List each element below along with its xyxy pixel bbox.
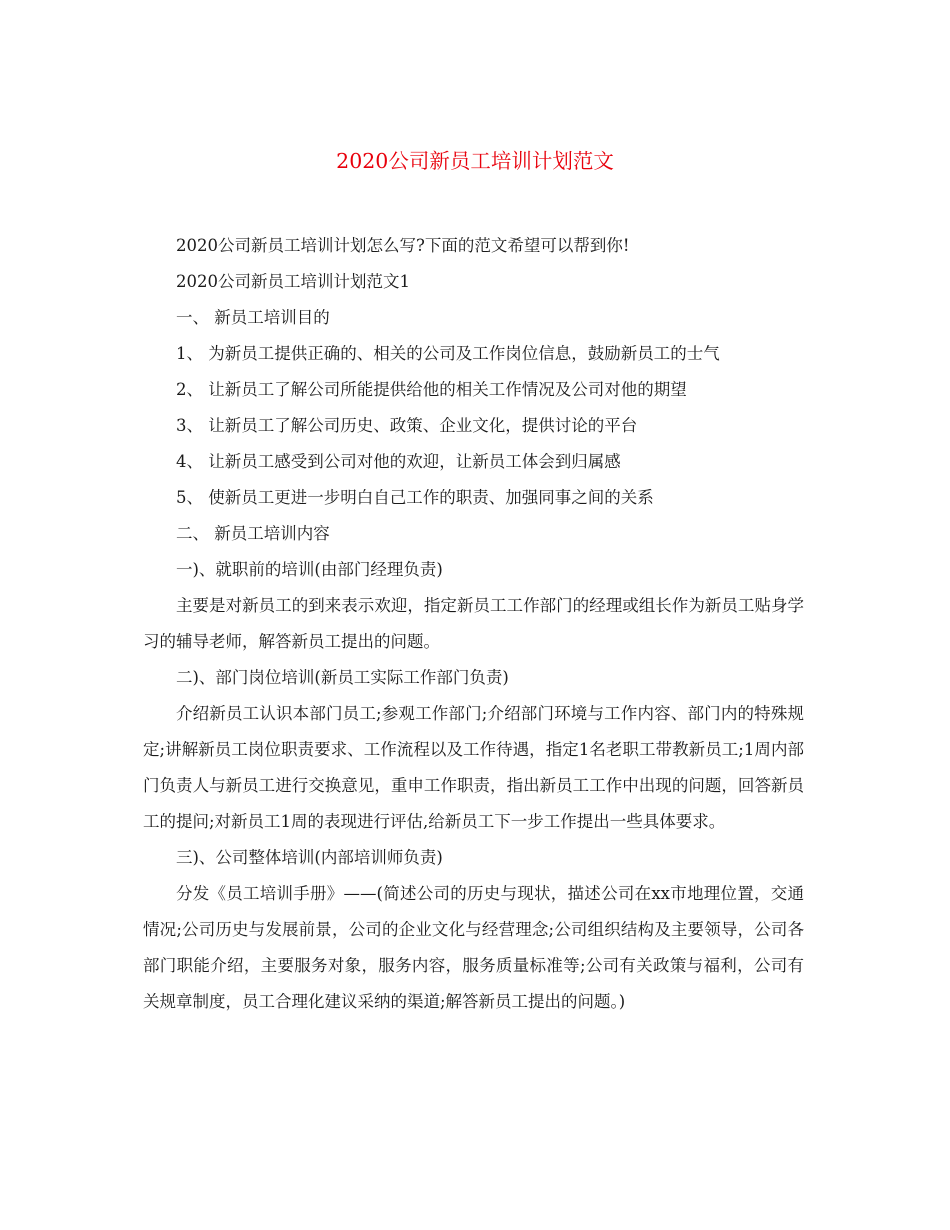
document-title: 2020公司新员工培训计划范文	[336, 149, 614, 173]
list-item-purpose-1: 1、 为新员工提供正确的、相关的公司及工作岗位信息，鼓励新员工的士气	[176, 344, 720, 363]
list-item-purpose-5: 5、 使新员工更进一步明白自己工作的职责、加强同事之间的关系	[176, 488, 654, 507]
intro-paragraph: 2020公司新员工培训计划怎么写?下面的范文希望可以帮到你!	[176, 236, 630, 255]
paragraph-pre-job: 主要是对新员工的到来表示欢迎，指定新员工工作部门的经理或组长作为新员工贴身学习的辅导老师，解答新员工提出的问题。	[143, 596, 804, 651]
list-item-purpose-3: 3、 让新员工了解公司历史、政策、企业文化，提供讨论的平台	[176, 416, 638, 435]
paragraph-company: 分发《员工培训手册》——(简述公司的历史与现状，描述公司在xx市地理位置，交通情况;公司历史与发展前景，公司的企业文化与经营理念;公司组织结构及主要领导，公司各部门职能介绍，主要服务对象，服务内容，服务质量标准等;公司有关政策与福利，公司有关规章制度，员工合理化建议采纳的渠道;解答新员工提出的问题。)	[143, 884, 804, 1011]
document-body	[143, 228, 804, 1020]
section-heading-content: 二、 新员工培训内容	[176, 524, 330, 543]
list-item-purpose-4: 4、 让新员工感受到公司对他的欢迎，让新员工体会到归属感	[176, 452, 621, 471]
subsection-heading-company: 三)、公司整体培训(内部培训师负责)	[176, 848, 443, 867]
paragraph-department: 介绍新员工认识本部门员工;参观工作部门;介绍部门环境与工作内容、部门内的特殊规定;讲解新员工岗位职责要求、工作流程以及工作待遇，指定1名老职工带教新员工;1周内部门负责人与新员工进行交换意见，重申工作职责，指出新员工工作中出现的问题，回答新员工的提问;对新员工1周的表现进行评估,给新员工下一步工作提出一些具体要求。	[143, 704, 804, 831]
subsection-heading-pre-job: 一)、就职前的培训(由部门经理负责)	[176, 560, 443, 579]
section-heading-purpose: 一、 新员工培训目的	[176, 308, 330, 327]
subsection-heading-department: 二)、部门岗位培训(新员工实际工作部门负责)	[176, 668, 509, 687]
section-heading-sample-1: 2020公司新员工培训计划范文1	[176, 272, 410, 291]
list-item-purpose-2: 2、 让新员工了解公司所能提供给他的相关工作情况及公司对他的期望	[176, 380, 687, 399]
